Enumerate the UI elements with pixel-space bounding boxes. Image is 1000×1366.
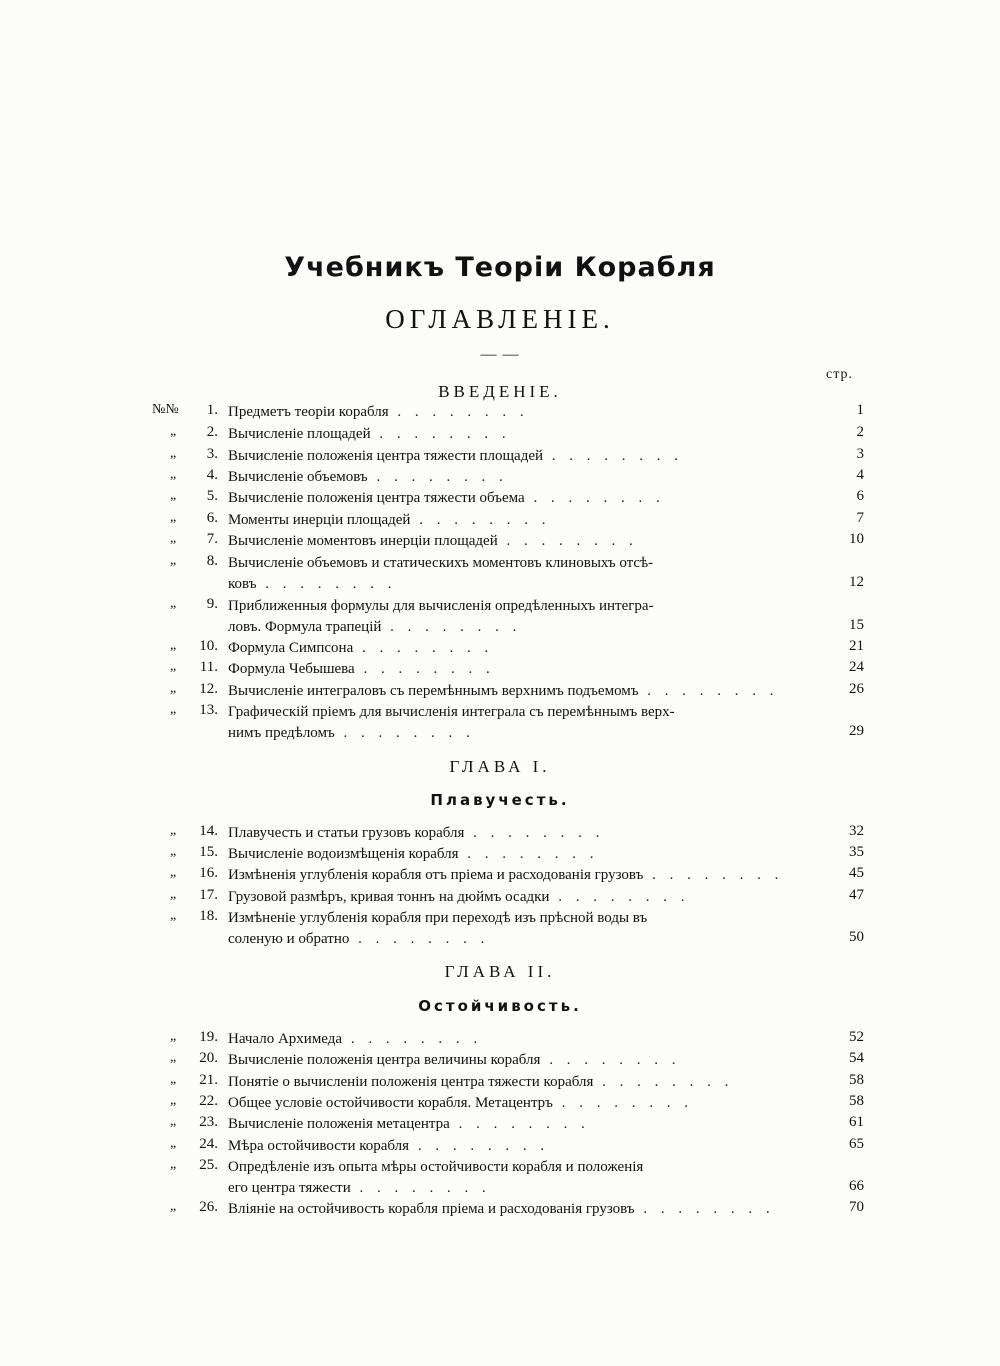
entry-number: 12. [199, 681, 218, 697]
toc-entry [0, 1199, 1000, 1220]
entry-title-continuation: ковъ [228, 576, 257, 592]
entry-number: 10. [199, 638, 218, 654]
entry-page-number: 32 [849, 823, 864, 839]
entry-page-number: 24 [849, 659, 864, 675]
toc-title: ОГЛАВЛЕНIЕ. [385, 304, 615, 334]
toc-entry [0, 1136, 1000, 1157]
dot-leader: . . . . . . . . [593, 1074, 734, 1090]
dot-leader: . . . . . . . . [410, 512, 551, 528]
entry-mark: „ [170, 1157, 177, 1172]
dot-leader: . . . . . . . . [497, 533, 638, 549]
entry-title: Вычисленiе площадей . . . . . . . . [228, 426, 511, 442]
entry-number: 17. [199, 887, 218, 903]
dot-leader: . . . . . . . . [543, 448, 684, 464]
entry-title: Формула Симпсона . . . . . . . . [228, 640, 494, 656]
entry-number: 19. [199, 1029, 218, 1045]
entry-number: 4. [206, 467, 218, 483]
entry-mark: „ [170, 553, 177, 568]
toc-entry [0, 553, 1000, 595]
entry-mark: „ [170, 510, 177, 525]
entry-page-number: 61 [849, 1114, 864, 1130]
entry-page-number: 26 [849, 681, 864, 697]
entry-page-number: 58 [849, 1072, 864, 1088]
entry-mark: „ [170, 446, 177, 461]
entry-title: Общее условiе остойчивости корабля. Метацентръ . . . . . . . . [228, 1095, 693, 1111]
entry-number: 3. [206, 446, 218, 462]
entry-number: 21. [199, 1072, 218, 1088]
section-heading-chapter-1: ГЛАВА I. [449, 757, 551, 776]
toc-entry [0, 823, 1000, 844]
entry-title-continuation: его центра тяжести [228, 1180, 351, 1196]
entry-number: 24. [199, 1136, 218, 1152]
toc-entry [0, 887, 1000, 908]
entry-page-number: 47 [849, 887, 864, 903]
dot-leader: . . . . . . . . [449, 1116, 590, 1132]
toc-entry [0, 1050, 1000, 1071]
dot-leader: . . . . . . . . [524, 490, 665, 506]
entry-page-number: 12 [849, 574, 864, 590]
entry-number: 13. [199, 702, 218, 718]
entry-number: 6. [206, 510, 218, 526]
entry-number: 7. [206, 531, 218, 547]
entry-title: Понятiе о вычисленiи положенiя центра тяжести корабля . . . . . . . . [228, 1074, 734, 1090]
dot-leader: . . . . . . . . [381, 619, 522, 635]
dot-leader: . . . . . . . . [370, 426, 511, 442]
entry-page-number: 45 [849, 865, 864, 881]
entry-page-number: 70 [849, 1199, 864, 1215]
entry-title: Вычисленiе интеграловъ съ перемѣннымъ верхнимъ подъемомъ . . . . . . . . [228, 683, 779, 699]
chapter-2-subtitle: Остойчивость. [418, 997, 582, 1015]
toc-entry [0, 596, 1000, 638]
entry-title: Графическiй прiемъ для вычисленiя интеграла съ перемѣннымъ верх- нимъ предѣломъ . . . . . . . . [228, 704, 675, 741]
entry-mark: „ [170, 865, 177, 880]
dot-leader: . . . . . . . . [634, 1201, 775, 1217]
entry-page-number: 21 [849, 638, 864, 654]
dot-leader: . . . . . . . . [552, 1095, 693, 1111]
toc-entry [0, 681, 1000, 702]
entry-page-number: 10 [849, 531, 864, 547]
entry-mark: „ [170, 1114, 177, 1129]
entry-mark: „ [170, 844, 177, 859]
entry-number: 26. [199, 1199, 218, 1215]
toc-entry [0, 638, 1000, 659]
entry-mark: „ [170, 1029, 177, 1044]
entry-page-number: 2 [856, 424, 864, 440]
entry-title: Вычисленiе водоизмѣщенiя корабля . . . . . . . . [228, 846, 599, 862]
entry-page-number: 6 [856, 488, 864, 504]
dot-leader: . . . . . . . . [354, 661, 495, 677]
entry-number: 18. [199, 908, 218, 924]
dot-leader: . . . . . . . . [367, 469, 508, 485]
toc-entry [0, 1157, 1000, 1199]
dot-leader: . . . . . . . . [409, 1138, 550, 1154]
entry-page-number: 35 [849, 844, 864, 860]
entry-number: 23. [199, 1114, 218, 1130]
entry-page-number: 7 [856, 510, 864, 526]
entry-mark: „ [170, 488, 177, 503]
entry-number: 8. [206, 553, 218, 569]
entry-title: Вычисленiе объемовъ . . . . . . . . [228, 469, 508, 485]
entry-mark: „ [170, 596, 177, 611]
entry-page-number: 66 [849, 1178, 864, 1194]
toc-entry [0, 865, 1000, 886]
entry-title-continuation: соленую и обратно [228, 931, 350, 947]
entry-title: Влiянiе на остойчивость корабля прiема и расходованiя грузовъ . . . . . . . . [228, 1201, 775, 1217]
toc-entry [0, 402, 1000, 423]
dot-leader: . . . . . . . . [458, 846, 599, 862]
entry-title: Предметъ теорiи корабля . . . . . . . . [228, 404, 529, 420]
entry-number: 5. [206, 488, 218, 504]
entry-page-number: 1 [856, 402, 864, 418]
dot-leader: . . . . . . . . [353, 640, 494, 656]
entry-mark: „ [170, 531, 177, 546]
toc-entry [0, 659, 1000, 680]
dot-leader: . . . . . . . . [638, 683, 779, 699]
entry-page-number: 58 [849, 1093, 864, 1109]
entry-title: Вычисленiе положенiя метацентра . . . . . . . . [228, 1116, 590, 1132]
entry-page-number: 29 [849, 723, 864, 739]
entry-number: 16. [199, 865, 218, 881]
entry-number: 20. [199, 1050, 218, 1066]
dot-leader: . . . . . . . . [643, 867, 784, 883]
entry-title: Вычисленiе объемовъ и статическихъ моментовъ клиновыхъ отсѣ- ковъ . . . . . . . . [228, 555, 654, 592]
entry-number: 22. [199, 1093, 218, 1109]
entry-page-number: 65 [849, 1136, 864, 1152]
chapter-1-subtitle: Плавучесть. [430, 791, 570, 809]
section-heading-chapter-2: ГЛАВА II. [444, 962, 556, 981]
entry-number: 1. [206, 402, 218, 418]
page-column-label: стр. [826, 367, 854, 382]
entry-page-number: 4 [856, 467, 864, 483]
entry-number: 25. [199, 1157, 218, 1173]
dot-leader: . . . . . . . . [334, 725, 475, 741]
entry-mark: „ [170, 638, 177, 653]
entry-title: Вычисленiе положенiя центра величины корабля . . . . . . . . [228, 1052, 681, 1068]
entry-number: 14. [199, 823, 218, 839]
entry-mark: „ [170, 1199, 177, 1214]
entry-page-number: 3 [856, 446, 864, 462]
entry-title-continuation: нимъ предѣломъ [228, 725, 335, 741]
toc-entry [0, 1093, 1000, 1114]
entry-title: Моменты инерцiи площадей . . . . . . . . [228, 512, 551, 528]
toc-entry [0, 1114, 1000, 1135]
toc-entry [0, 510, 1000, 531]
entry-mark: „ [170, 681, 177, 696]
section-heading-intro: ВВЕДЕНIЕ. [438, 382, 562, 401]
entry-page-number: 15 [849, 617, 864, 633]
entry-title: Формула Чебышева . . . . . . . . [228, 661, 495, 677]
entry-number: 2. [206, 424, 218, 440]
toc-entry [0, 1072, 1000, 1093]
entry-mark: „ [170, 1093, 177, 1108]
entry-title: Опредѣленiе изъ опыта мѣры остойчивости корабля и положенiя его центра тяжести . . . . . . . . [228, 1159, 644, 1196]
entry-title: Мѣра остойчивости корабля . . . . . . . . [228, 1138, 550, 1154]
entry-mark: „ [170, 659, 177, 674]
entry-number: 15. [199, 844, 218, 860]
entry-mark: №№ [152, 402, 179, 417]
entry-mark: „ [170, 1050, 177, 1065]
dot-leader: . . . . . . . . [540, 1052, 681, 1068]
entry-page-number: 52 [849, 1029, 864, 1045]
entry-title: Измѣненiе углубленiя корабля при переходѣ изъ прѣсной воды въ соленую и обратно . . . . . . . . [228, 910, 648, 947]
toc-entry [0, 1029, 1000, 1050]
entry-title: Приближенныя формулы для вычисленiя опредѣленныхъ интегра- ловъ. Формула трапецiй . . . . . . . . [228, 598, 654, 635]
entry-page-number: 50 [849, 929, 864, 945]
dot-leader: . . . . . . . . [350, 1180, 491, 1196]
toc-entry [0, 908, 1000, 950]
entry-title: Вычисленiе положенiя центра тяжести объема . . . . . . . . [228, 490, 665, 506]
dot-leader: . . . . . . . . [349, 931, 490, 947]
toc-entry [0, 488, 1000, 509]
entry-title: Измѣненiя углубленiя корабля отъ прiема и расходованiя грузовъ . . . . . . . . [228, 867, 784, 883]
separator: — — [480, 346, 520, 363]
entry-mark: „ [170, 887, 177, 902]
entry-number: 9. [206, 596, 218, 612]
toc-entry [0, 531, 1000, 552]
entry-mark: „ [170, 424, 177, 439]
book-title: Учебникъ Теорiи Корабля [284, 252, 716, 283]
dot-leader: . . . . . . . . [342, 1031, 483, 1047]
entry-mark: „ [170, 467, 177, 482]
dot-leader: . . . . . . . . [388, 404, 529, 420]
entry-page-number: 54 [849, 1050, 864, 1066]
entry-title-continuation: ловъ. Формула трапецiй [228, 619, 382, 635]
toc-entry [0, 844, 1000, 865]
dot-leader: . . . . . . . . [549, 889, 690, 905]
toc-entry [0, 467, 1000, 488]
entry-title: Начало Архимеда . . . . . . . . [228, 1031, 483, 1047]
toc-entry [0, 446, 1000, 467]
entry-mark: „ [170, 823, 177, 838]
entry-mark: „ [170, 1136, 177, 1151]
toc-entry [0, 424, 1000, 445]
entry-title: Грузовой размѣръ, кривая тоннъ на дюймъ осадки . . . . . . . . [228, 889, 690, 905]
entry-number: 11. [199, 659, 218, 675]
entry-title: Вычисленiе моментовъ инерцiи площадей . . . . . . . . [228, 533, 638, 549]
toc-entry [0, 702, 1000, 744]
dot-leader: . . . . . . . . [464, 825, 605, 841]
entry-mark: „ [170, 702, 177, 717]
dot-leader: . . . . . . . . [256, 576, 397, 592]
entry-title: Плавучесть и статьи грузовъ корабля . . . . . . . . [228, 825, 605, 841]
entry-mark: „ [170, 1072, 177, 1087]
entry-mark: „ [170, 908, 177, 923]
entry-title: Вычисленiе положенiя центра тяжести площадей . . . . . . . . [228, 448, 684, 464]
